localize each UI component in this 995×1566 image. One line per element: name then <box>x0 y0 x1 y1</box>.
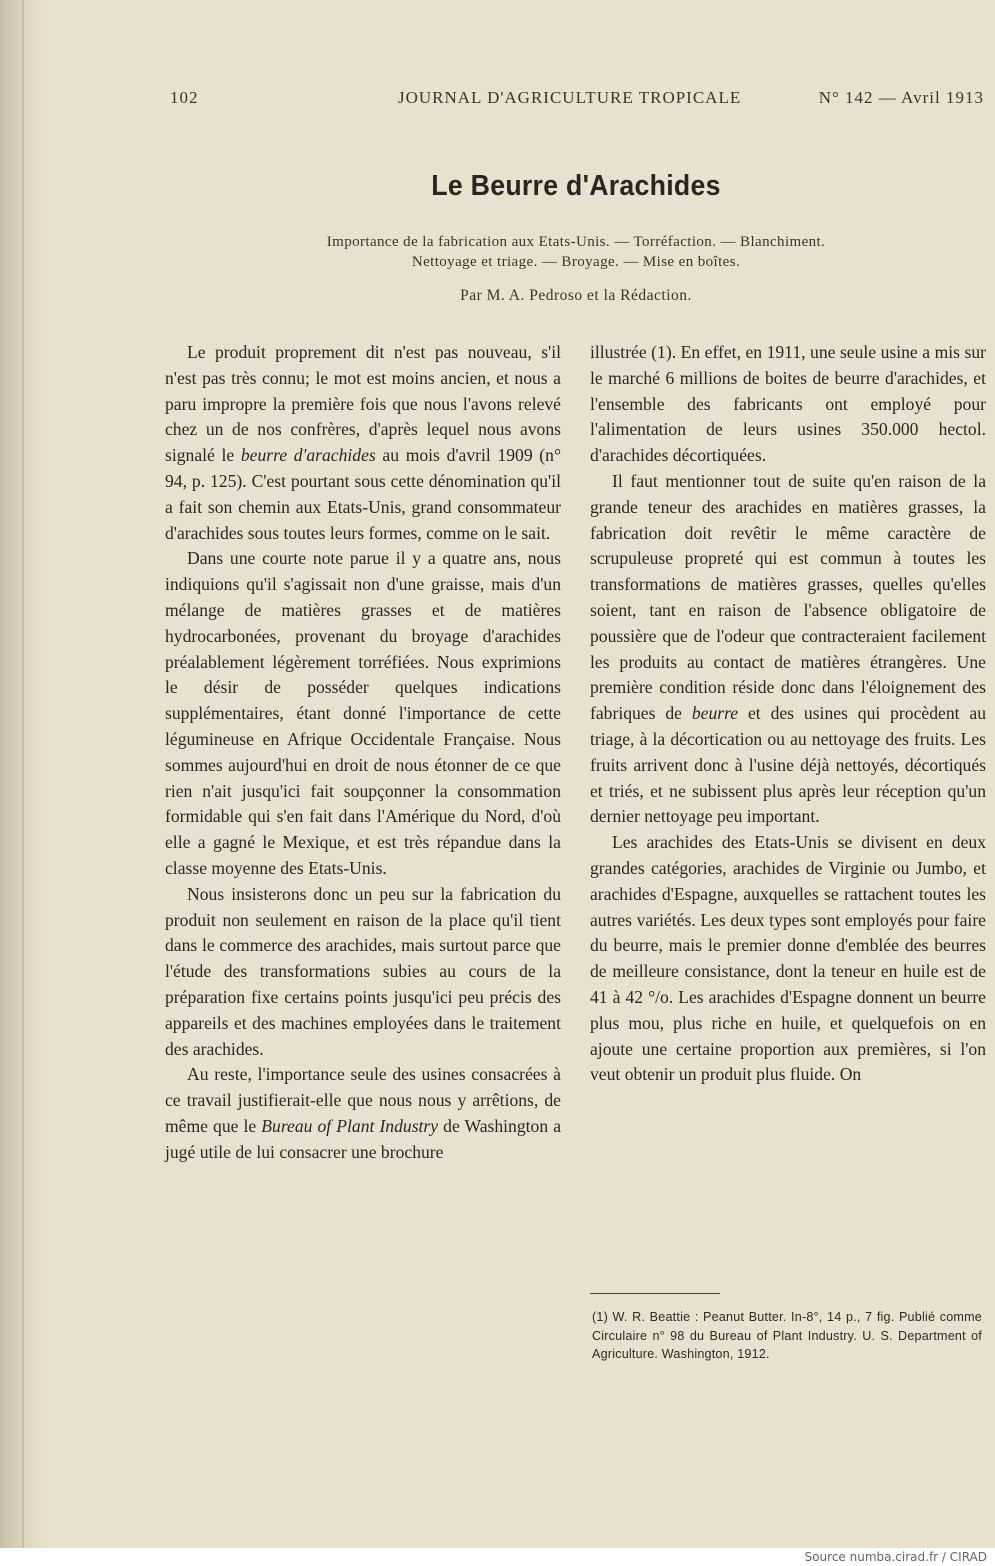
running-header <box>170 88 988 114</box>
paragraph: Les arachides des Etats-Unis se divisent en deux grandes catégories, arachides de Virginie ou Jumbo, et arachides d'Espagne, auxquelles se rattachent toutes les autres variétés. Les deux types sont employés pour faire du beurre, mais le premier donne d'emblée des beurres de meilleure consistance, dont la teneur en huile est de 41 à 42 °/o. Les arachides d'Espagne donnent un beurre plus mou, plus riche en huile, et quelquefois on en ajoute une certaine proportion aux premières, si l'on veut obtenir un produit plus fluide. On <box>590 832 986 1085</box>
paragraph: illustrée (1). En effet, en 1911, une seule usine a mis sur le marché 6 millions de boites de beurre d'arachides, et l'ensemble des fabricants ont employé pour l'alimentation de leurs usines 350.000 hectol. d'arachides décortiquées. <box>590 342 986 466</box>
article-title: Le Beurre d'Arachides <box>431 170 721 202</box>
paragraph: Dans une courte note parue il y a quatre ans, nous indiquions qu'il s'agissait non d'une graisse, mais d'un mélange de matières grasses et de matières hydrocarbonées, provenant du broyage d'arachides préalablement légèrement torréfiées. Nous exprimions le désir de posséder quelques indications supplémentaires, étant donné l'importance de cette légumineuse en Afrique Occidentale Française. Nous sommes aujourd'hui en droit de nous étonner de ce que rien n'ait jusqu'ici fait soupçonner la consommation formidable qui s'en fait dans l'Amérique du Nord, d'où elle a gagné le Mexique, et est très répandue dans la classe moyenne des Etats-Unis. <box>165 548 561 878</box>
left-column <box>165 340 561 1166</box>
page-binding-line <box>22 0 24 1548</box>
paragraph: Nous insisterons donc un peu sur la fabrication du produit non seulement en raison de la place qu'il tient dans le commerce des arachides, mais surtout parce que l'étude des transformations subies au cours de la préparation fixe certains points jusqu'ici peu précis des appareils et des machines employées dans le traitement des arachides. <box>165 883 561 1059</box>
footnote-rule <box>590 1293 720 1294</box>
issue-info: N° 142 — Avril 1913 <box>818 88 984 107</box>
footnote-text: (1) W. R. Beattie : Peanut Butter. In-8°, 14 p., 7 fig. Publié comme Circulaire n° 98 du Bureau of Plant Industry. U. S. Department of Agriculture. Washington, 1912. <box>592 1310 982 1361</box>
footnote <box>592 1308 982 1364</box>
paragraph: Au reste, l'importance seule des usines consacrées à ce travail justifierait-elle que nous nous y arrêtions, de même que le Bureau of Plant Industry de Washington a jugé utile de lui consacrer une brochure <box>165 1064 562 1162</box>
article-subtitle <box>170 232 982 272</box>
source-credit: Source numba.cirad.fr / CIRAD <box>804 1550 987 1564</box>
page-number: 102 <box>170 88 199 107</box>
article-byline: Par M. A. Pedroso et la Rédaction. <box>460 287 692 304</box>
journal-name: JOURNAL D'AGRICULTURE TROPICALE <box>398 88 742 107</box>
paragraph: Le produit proprement dit n'est pas nouveau, s'il n'est pas très connu; le mot est moins ancien, et nous a paru impropre la première fois que nous l'avons relevé chez un de nos confrères, d'après lequel nous avons signalé le beurre d'arachides au mois d'avril 1909 (n° 94, p. 125). C'est pourtant sous cette dénomination qu'il a fait son chemin aux Etats-Unis, grand consommateur d'arachides sous toutes leurs formes, comme on le sait. <box>165 342 561 543</box>
subtitle-line-1: Importance de la fabrication aux Etats-Unis. — Torréfaction. — Blanchiment. <box>326 234 826 250</box>
paragraph: Il faut mentionner tout de suite qu'en raison de la grande teneur des arachides en matières grasses, la fabrication doit revêtir le même caractère de scrupuleuse propreté qui est commun à toutes les transformations de matières grasses, quelles qu'elles soient, tant en raison de l'absence obligatoire de poussière que de l'odeur que contracteraient facilement les produits au contact de matières étrangères. Une première condition réside donc dans l'éloignement des fabriques de beurre et des usines qui procèdent au triage, à la décortication ou au nettoyage des fruits. Les fruits arrivent donc à l'usine déjà nettoyés, décortiqués et triés, et ne subissent plus après leur réception qu'un dernier nettoyage peu important. <box>590 470 986 827</box>
subtitle-line-2: Nettoyage et triage. — Broyage. — Mise en boîtes. <box>411 254 741 270</box>
page-binding-edge <box>0 0 48 1548</box>
right-column <box>590 340 986 1088</box>
